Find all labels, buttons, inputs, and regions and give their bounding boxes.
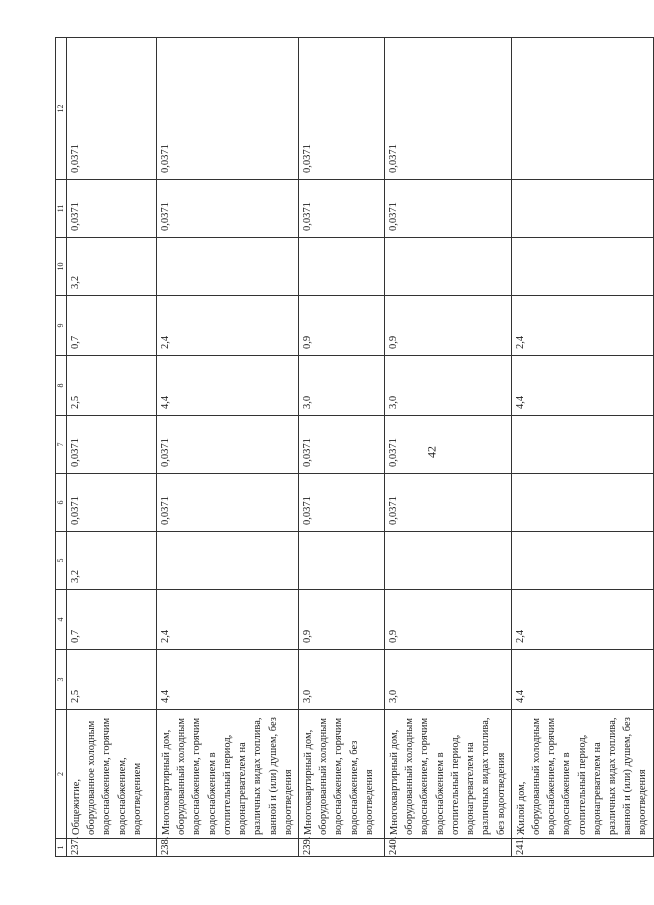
norms-table	[55, 37, 654, 857]
column-header: 6	[56, 474, 67, 532]
value-cell: 2,4	[511, 296, 653, 356]
value-cell: 0,7	[67, 590, 157, 650]
value-cell	[511, 180, 653, 238]
value-cell: 0,0371	[384, 416, 511, 474]
column-header: 12	[56, 38, 67, 180]
value-cell: 3,2	[67, 238, 157, 296]
value-cell: 3,0	[298, 650, 384, 710]
header-row	[56, 38, 67, 857]
row-description: Общежитие, оборудованное холодным водоснабжением, горячим водоснабжением, водоотведением	[67, 710, 157, 839]
column-header: 9	[56, 296, 67, 356]
value-cell: 2,5	[67, 356, 157, 416]
value-cell: 0,0371	[157, 180, 299, 238]
value-cell: 4,4	[511, 650, 653, 710]
value-cell: 3,2	[67, 532, 157, 590]
value-cell: 0,7	[67, 296, 157, 356]
column-header: 7	[56, 416, 67, 474]
value-cell: 2,4	[157, 590, 299, 650]
value-cell: 2,4	[157, 296, 299, 356]
table-row	[511, 38, 653, 857]
column-header: 8	[56, 356, 67, 416]
column-header: 3	[56, 650, 67, 710]
value-cell: 0,9	[384, 590, 511, 650]
value-cell	[298, 238, 384, 296]
value-cell: 0,0371	[298, 474, 384, 532]
row-number: 241.	[511, 839, 653, 857]
value-cell: 4,4	[157, 650, 299, 710]
column-header: 10	[56, 238, 67, 296]
value-cell: 4,4	[511, 356, 653, 416]
value-cell	[511, 38, 653, 180]
value-cell: 3,0	[298, 356, 384, 416]
table-row	[298, 38, 384, 857]
row-description: Многоквартирный дом, оборудованный холодным водоснабжением, горячим водоснабжением в отопительный период, водонагревателем на различных видах топлива, ванной и (или) душем, без водоотведения	[157, 710, 299, 839]
column-header: 5	[56, 532, 67, 590]
value-cell: 0,0371	[298, 416, 384, 474]
value-cell: 3,0	[384, 356, 511, 416]
page-number: 42	[424, 446, 439, 458]
column-header: 1	[56, 839, 67, 857]
value-cell: 0,0371	[384, 180, 511, 238]
column-header: 2	[56, 710, 67, 839]
value-cell	[157, 532, 299, 590]
row-number: 238.	[157, 839, 299, 857]
row-number: 239.	[298, 839, 384, 857]
value-cell: 0,0371	[384, 474, 511, 532]
value-cell	[157, 238, 299, 296]
value-cell: 0,9	[298, 296, 384, 356]
rotated-table-container	[55, 38, 649, 857]
value-cell: 0,0371	[67, 180, 157, 238]
value-cell: 0,0371	[384, 38, 511, 180]
row-description: Многоквартирный дом, оборудованный холодным водоснабжением, горячим водоснабжением в отопительный период, водонагревателем на различных видах топлива, без водоотведения	[384, 710, 511, 839]
table-row	[157, 38, 299, 857]
value-cell	[384, 238, 511, 296]
value-cell: 4,4	[157, 356, 299, 416]
value-cell: 0,0371	[67, 416, 157, 474]
value-cell	[511, 416, 653, 474]
column-header: 11	[56, 180, 67, 238]
value-cell: 0,0371	[157, 474, 299, 532]
value-cell: 0,0371	[298, 180, 384, 238]
row-description: Жилой дом, оборудованный холодным водоснабжением, горячим водоснабжением в отопительный период, водонагревателем на различных видах топлива, ванной и (или) душем, без водоотведения	[511, 710, 653, 839]
value-cell: 0,0371	[157, 38, 299, 180]
value-cell: 0,9	[384, 296, 511, 356]
row-number: 240.	[384, 839, 511, 857]
value-cell: 2,4	[511, 590, 653, 650]
column-header: 4	[56, 590, 67, 650]
value-cell	[298, 532, 384, 590]
value-cell: 0,0371	[67, 474, 157, 532]
value-cell: 0,0371	[298, 38, 384, 180]
table-row	[67, 38, 157, 857]
row-description: Многоквартирный дом, оборудованный холодным водоснабжением, горячим водоснабжением, без водоотведения	[298, 710, 384, 839]
value-cell	[511, 238, 653, 296]
value-cell	[511, 474, 653, 532]
value-cell: 0,9	[298, 590, 384, 650]
table-row	[384, 38, 511, 857]
value-cell: 2,5	[67, 650, 157, 710]
value-cell	[511, 532, 653, 590]
value-cell	[384, 532, 511, 590]
value-cell: 0,0371	[67, 38, 157, 180]
row-number: 237.	[67, 839, 157, 857]
value-cell: 0,0371	[157, 416, 299, 474]
value-cell: 3,0	[384, 650, 511, 710]
